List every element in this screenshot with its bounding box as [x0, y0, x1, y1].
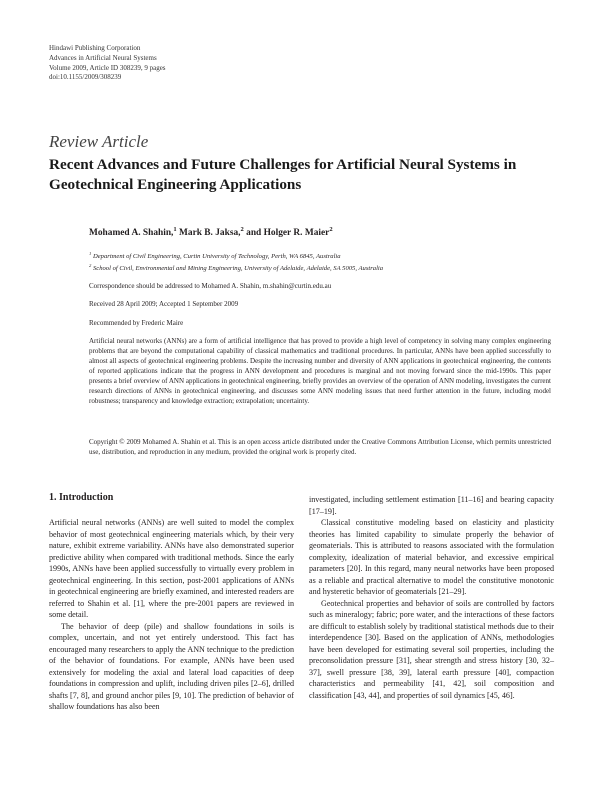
recommended-by: Recommended by Frederic Maire — [89, 319, 184, 327]
body-paragraph: Geotechnical properties and behavior of soils are controlled by factors such as mineralogy; fabric; pore water, and the interactions of these factors are difficult to establish solely by traditional statistical methods due to their interdependence [30]. Based on the application of ANNs, methodologies have been developed for estimating several soil properties, including the preconsolidation pressure [31], shear strength and stress history [30, 32–37], swell pressure [38, 39], lateral earth pressure [40], compaction characteristics and permeability [41, 42], soil composition and classification [43, 44], and properties of soil dynamics [45, 46]. — [309, 598, 554, 700]
affiliation: $^1$ Department of Civil Engineering, Curtin University of Technology, Perth, WA 6845, Australia — [89, 250, 341, 260]
body-paragraph: Classical constitutive modeling based on elasticity and plasticity theories has limited capability to simulate properly the behavior of geomaterials. This is attributed to reasons associated with the formulation complexity, idealization of material behavior, and excessive empirical parameters [20]. In this regard, many neural networks have been proposed as a reliable and practical alternative to model the constitutive monotonic and hysteretic behavior of geomaterials [21–29]. — [309, 518, 554, 596]
paper-title: Recent Advances and Future Challenges for Artificial Neural Systems in Geotechnical Engineering Applications — [49, 156, 517, 193]
body-paragraph: The behavior of deep (pile) and shallow foundations in soils is complex, uncertain, and not yet entirely understood. This fact has encouraged many researchers to apply the ANN technique to the prediction of the behavior of foundations. For example, ANNs have been used extensively for modeling the axial and lateral load capacities of deep foundations in compression and uplift, including driven piles [2–6], drilled shafts [7, 8], and ground anchor piles [9, 10]. The prediction of behavior of shallow foundations has also been — [49, 621, 294, 711]
author-name: Mark B. Jaksa, — [179, 228, 241, 238]
author-name: Mohamed A. Shahin, — [89, 228, 174, 238]
doi[interactable]: doi:10.1155/2009/308239 — [49, 73, 122, 82]
affiliation-marker: 1 — [173, 225, 177, 233]
correspondence: Correspondence should be addressed to Mohamed A. Shahin, m.shahin@curtin.edu.au — [89, 282, 332, 290]
affiliation-marker: 2 — [329, 225, 333, 233]
journal-name: Advances in Artificial Neural Systems — [49, 53, 157, 62]
affiliation: $^2$ School of Civil, Environmental and Mining Engineering, University of Adelaide, Adelaide, SA 5005, Australia — [89, 262, 384, 272]
author-list — [89, 225, 333, 238]
received-accepted-dates: Received 28 April 2009; Accepted 1 September 2009 — [89, 300, 239, 308]
publication-info — [49, 44, 166, 83]
volume-info: Volume 2009, Article ID 308239, 9 pages — [49, 63, 166, 72]
left-column — [49, 492, 294, 713]
body-paragraph: Artificial neural networks (ANNs) are well suited to model the complex behavior of most geotechnical engineering materials which, by their very nature, exhibit extreme variability. ANNs have also demonstrated superior predictive ability when compared with traditional methods. Since the early 1990s, ANNs have been applied successfully to virtually every problem in geotechnical engineering. In this section, post-2001 applications of ANNs in geotechnical engineering are briefly examined, and interested readers are referred to Shahin et al. [1], where the pre-2001 papers are reviewed in some detail. — [49, 518, 294, 619]
author — [179, 225, 244, 238]
affiliation-list — [89, 251, 383, 275]
author — [246, 225, 333, 238]
right-column — [309, 494, 554, 701]
article-type: Review Article — [49, 132, 149, 151]
author — [89, 225, 177, 238]
author-name: and Holger R. Maier — [246, 228, 330, 238]
section-heading-introduction: 1. Introduction — [49, 492, 114, 503]
copyright-notice: Copyright © 2009 Mohamed A. Shahin et al. This is an open access article distributed under the Creative Commons Attribution License, which permits unrestricted use, distribution, and reproduction in any medium, provided the original work is properly cited. — [89, 438, 551, 456]
body-paragraph: investigated, including settlement estimation [11–16] and bearing capacity [17–19]. — [309, 495, 554, 516]
affiliation-marker: 2 — [240, 225, 244, 233]
abstract: Artificial neural networks (ANNs) are a form of artificial intelligence that has proved to provide a high level of competency in solving many complex engineering problems that are beyond the computational capability of classical mathematics and traditional procedures. In particular, ANNs have been applied successfully to almost all aspects of geotechnical engineering problems. Despite the increasing number and diversity of ANN applications in geotechnical engineering, the contents of reported applications indicate that the progress in ANN development and procedures is marginal and not moving forward since the mid-1990s. This paper presents a brief overview of ANN applications in geotechnical engineering, briefly provides an overview of the operation of ANN modeling, investigates the current research directions of ANNs in geotechnical engineering, and discusses some ANN modeling issues that need further attention in the future, including model robustness; transparency and knowledge extraction; extrapolation; uncertainty. — [89, 337, 551, 405]
publisher-name: Hindawi Publishing Corporation — [49, 44, 141, 52]
